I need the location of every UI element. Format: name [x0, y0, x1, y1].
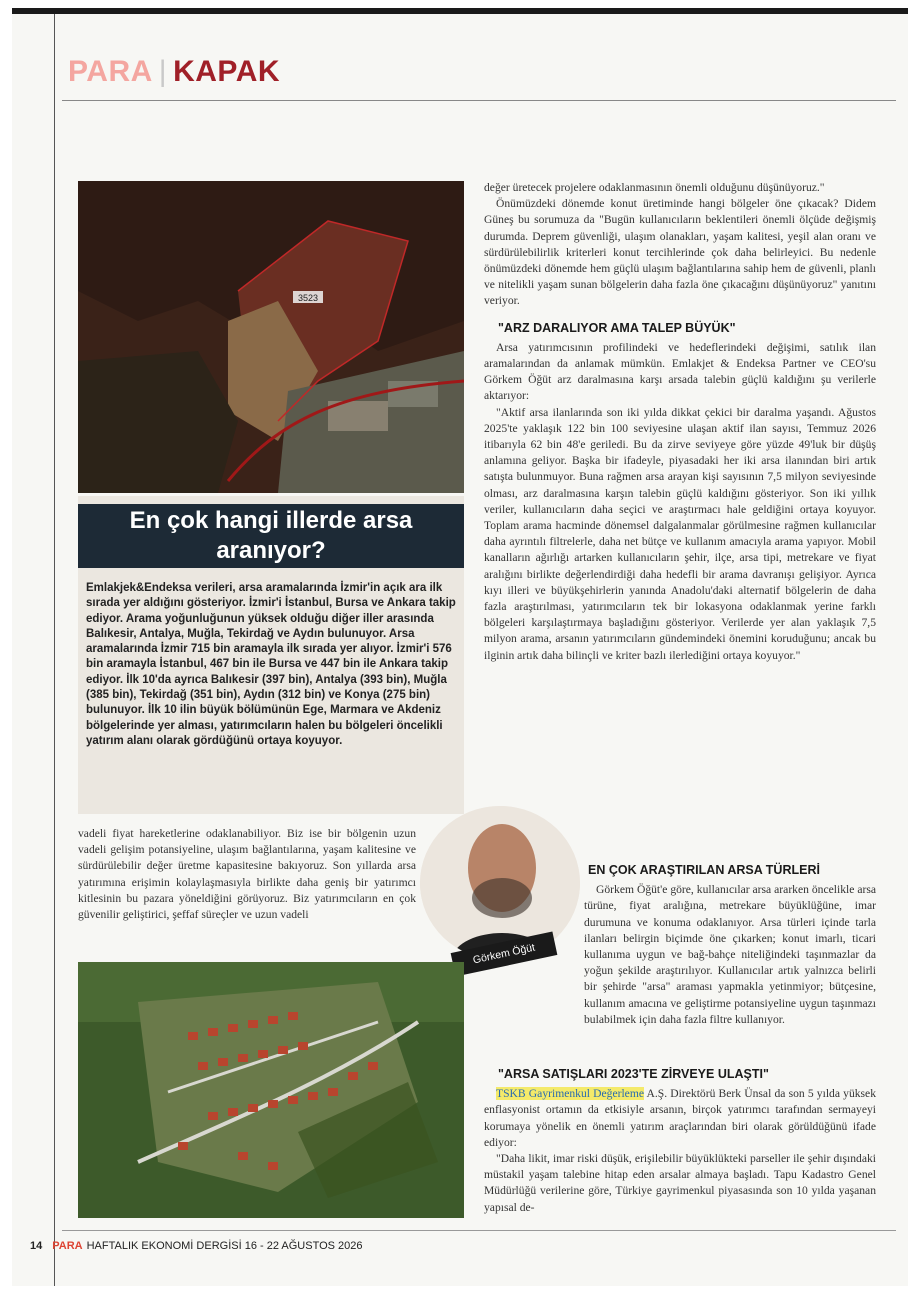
- aerial-photo-settlement: [78, 962, 464, 1218]
- subheading: EN ÇOK ARAŞTIRILAN ARSA TÜRLERİ: [588, 863, 820, 877]
- lot-number-label: 3523: [297, 293, 319, 303]
- sidebar-box: [78, 496, 464, 814]
- paragraph: "Aktif arsa ilanlarında son iki yılda dikkat çekici bir daralma yaşandı. Ağustos 2025'te yaklaşık 122 bin 100 seviyesine ulaşan aktif ilan sayısı, Temmuz 2026 itibarıyla 62 bin 48'e geriledi. Bu da zirve seviyeye göre yüzde 49'luk bir düşüş anlamına geliyor. Başka bir ifadeyle, piyasadaki her iki arsa ilanından biri artık satışta bulunmuyor. Buna rağmen arsa arayan kişi sayısının 7,5 milyon seviyesinde olması, arz daralmasına karşın talebin güçlü kaldığını gösteriyor. Son iki yıllık veriler, kullanıcıların daha seçici ve araştırmacı hale geldiğini ortaya koyuyor. Toplam arama hacminde dönemsel dalgalanmalar görülmesine rağmen kullanıcılar daha ayrıntılı filtrelerle, daha net bütçe ve kullanım amacıyla arama yapıyor. Mobil kanalların ağırlığı artarken kullanıcıların şehir, ilçe, arsa tipi, metrekare ve fiyat aralığını birlikte değerlendirdiği daha hedefli bir arama davranışı gelişiyor. Ayrıca kıyı illeri ve büyükşehirlerin yanında Anadolu'daki alternatif bölgelerin de daha fazla araştırılması, yatırımcıların tek bir lokasyona odaklanmak yerine farklı bölgeleri karşılaştırmaya başladığını gösteriyor. Verilerde yer alan yaklaşık 7,5 milyon arama, arsanın yatırımcıların gündemindeki önemini koruduğunu; ancak bu ilginin artık daha bilinçli ve kriter bazlı ilerlediğini ortaya koyuyor.": [484, 405, 876, 662]
- highlighted-company-name: TSKB Gayrimenkul Değerleme: [496, 1087, 644, 1101]
- sidebar-box-text: Emlakjek&Endeksa verileri, arsa aramalarında İzmir'in açık ara ilk sırada yer aldığını gösteriyor. İzmir'i İstanbul, Bursa ve Ankara takip ediyor. Arama yoğunluğunun yüksek olduğu diğer iller arasında Balıkesir, Antalya, Muğla, Tekirdağ ve Aydın bulunuyor. Arsa aramalarında İzmir 715 bin aramayla ilk sırada yer alıyor. İzmir'i 576 bin aramayla İstanbul, 467 bin ile Bursa ve 447 bin ile Ankara takip ediyor. İlk 10'da ayrıca Balıkesir (397 bin), Antalya (393 bin), Muğla (385 bin), Tekirdağ (351 bin), Aydın (312 bin) ve Konya (275 bin) bulunuyor. İlk 10 ilin büyük bölümünün Ege, Marmara ve Akdeniz bölgelerinde yer alması, yatırımcıların halen bu bölgeleri öncelikli yatırım alanı olarak gördüğünü ortaya koyuyor.: [86, 582, 456, 747]
- portrait-name-caption: Görkem Öğüt: [451, 931, 558, 976]
- sidebar-box-title: En çok hangi illerde arsa aranıyor?: [78, 504, 464, 568]
- left-column-text: [78, 826, 416, 923]
- paragraph: vadeli fiyat hareketlerine odaklanabiliyor. Biz ise bir bölgenin uzun vadeli gelişim potansiyeline, ulaşım bağlantılarına, yaşam kalitesine ve sürdürülebilir değer üretme kapasitesine bakıyoruz. Son yıllarda arsa yatırımına erişimin kolaylaşmasıyla birlikte daha geniş bir yatırımcı kitlesinin bu pazara yöneldiğini görüyoruz. Biz yatırımcıların en çok güvenilir geliştirici, şeffaf süreçler ve uzun vadeli: [78, 827, 416, 922]
- header-rule: [62, 100, 896, 101]
- right-column-section-3: [484, 1056, 876, 1216]
- paragraph: "Daha likit, imar riski düşük, erişilebilir büyüklükteki parseller ile şehir dışındaki müstakil yaşam talebine hitap eden arsalar almaya başladı. Tapu Kadastro Genel Müdürlüğü verilerine göre, Türkiye gayrimenkul piyasasında son 10 yılda yaşanan yapısal de-: [484, 1152, 876, 1214]
- section-header: [68, 55, 280, 89]
- top-bar: [12, 8, 908, 14]
- portrait-photo: [420, 806, 580, 960]
- left-margin-rule: [54, 14, 55, 1286]
- right-column-section-2: [584, 862, 876, 1028]
- paragraph-text: A.Ş. Direktörü Berk Ünsal da son 5 yılda yüksek enflasyonist ortamın da etkisiyle arsanın, birçok yatırımcı tarafından sermayeyi korumaya yönelik en önemli yatırım araçlarından biri olarak görüldüğünü ifade ediyor:: [484, 1087, 876, 1149]
- paragraph: Arsa yatırımcısının profilindeki ve hedeflerindeki değişimi, satılık ilan aramalarından da anlamak mümkün. Emlakjet & Endeksa Partner ve CEO'su Görkem Öğüt arz daralmasına karşı arsada talebin güçlü kaldığını şu verilerle aktarıyor:: [484, 340, 876, 403]
- paragraph: Görkem Öğüt'e göre, kullanıcılar arsa ararken öncelikle arsa türüne, fiyat aralığına, metrekare büyüklüğüne, imar durumuna ve konuma odaklanıyor. Arsa türleri içinde tarla ilanları belirgin biçimde öne çıkarken; konut imarlı, ticari kullanıma uygun ve bağ-bahçe niteliğindeki taşınmazlar da yoğun şekilde araştırılıyor. Kullanıcılar artık yalnızca belirli bir şehirde "arsa" araması yapmakla yetinmiyor; bütçesine, kullanım amacına ve geliştirme potansiyeline uygun taşınmazı bulabilmek için daha fazla filtre kullanıyor.: [584, 883, 876, 1026]
- footer-rule: [62, 1230, 896, 1231]
- header-section: KAPAK: [173, 55, 281, 88]
- header-brand: PARA: [68, 55, 153, 88]
- page-footer: [30, 1240, 363, 1252]
- footer-brand: PARA: [52, 1240, 83, 1252]
- page-number: 14: [30, 1240, 43, 1252]
- subheading: "ARZ DARALIYOR AMA TALEP BÜYÜK": [498, 320, 736, 335]
- header-separator: |: [158, 55, 168, 88]
- right-column-text: [484, 180, 876, 664]
- paragraph: Önümüzdeki dönemde konut üretiminde hangi bölgeler öne çıkacak? Didem Güneş bu sorumuza da "Bugün kullanıcıların beklentileri önemli ölçüde değişmiş durumda. Deprem güvenliği, ulaşım olanakları, yaşam kalitesi, yeşil alan oranı ve sürdürülebilirlik kriterleri konut tercihlerinde çok daha belirleyici. Bu nedenle önümüzdeki dönemde hem güçlü ulaşım bağlantılarına sahip hem de güvenli, planlı ve nitelikli yaşam sunan bölgelerin daha fazla öne çıkacağını düşünüyoruz" yanıtını veriyor.: [484, 197, 876, 308]
- subheading: "ARSA SATIŞLARI 2023'TE ZİRVEYE ULAŞTI": [498, 1067, 769, 1081]
- aerial-photo-plot: [78, 181, 464, 493]
- footer-text: HAFTALIK EKONOMİ DERGİSİ 16 - 22 AĞUSTOS 2026: [86, 1240, 363, 1252]
- paragraph: değer üretecek projelere odaklanmasının önemli olduğunu düşünüyoruz.": [484, 181, 825, 194]
